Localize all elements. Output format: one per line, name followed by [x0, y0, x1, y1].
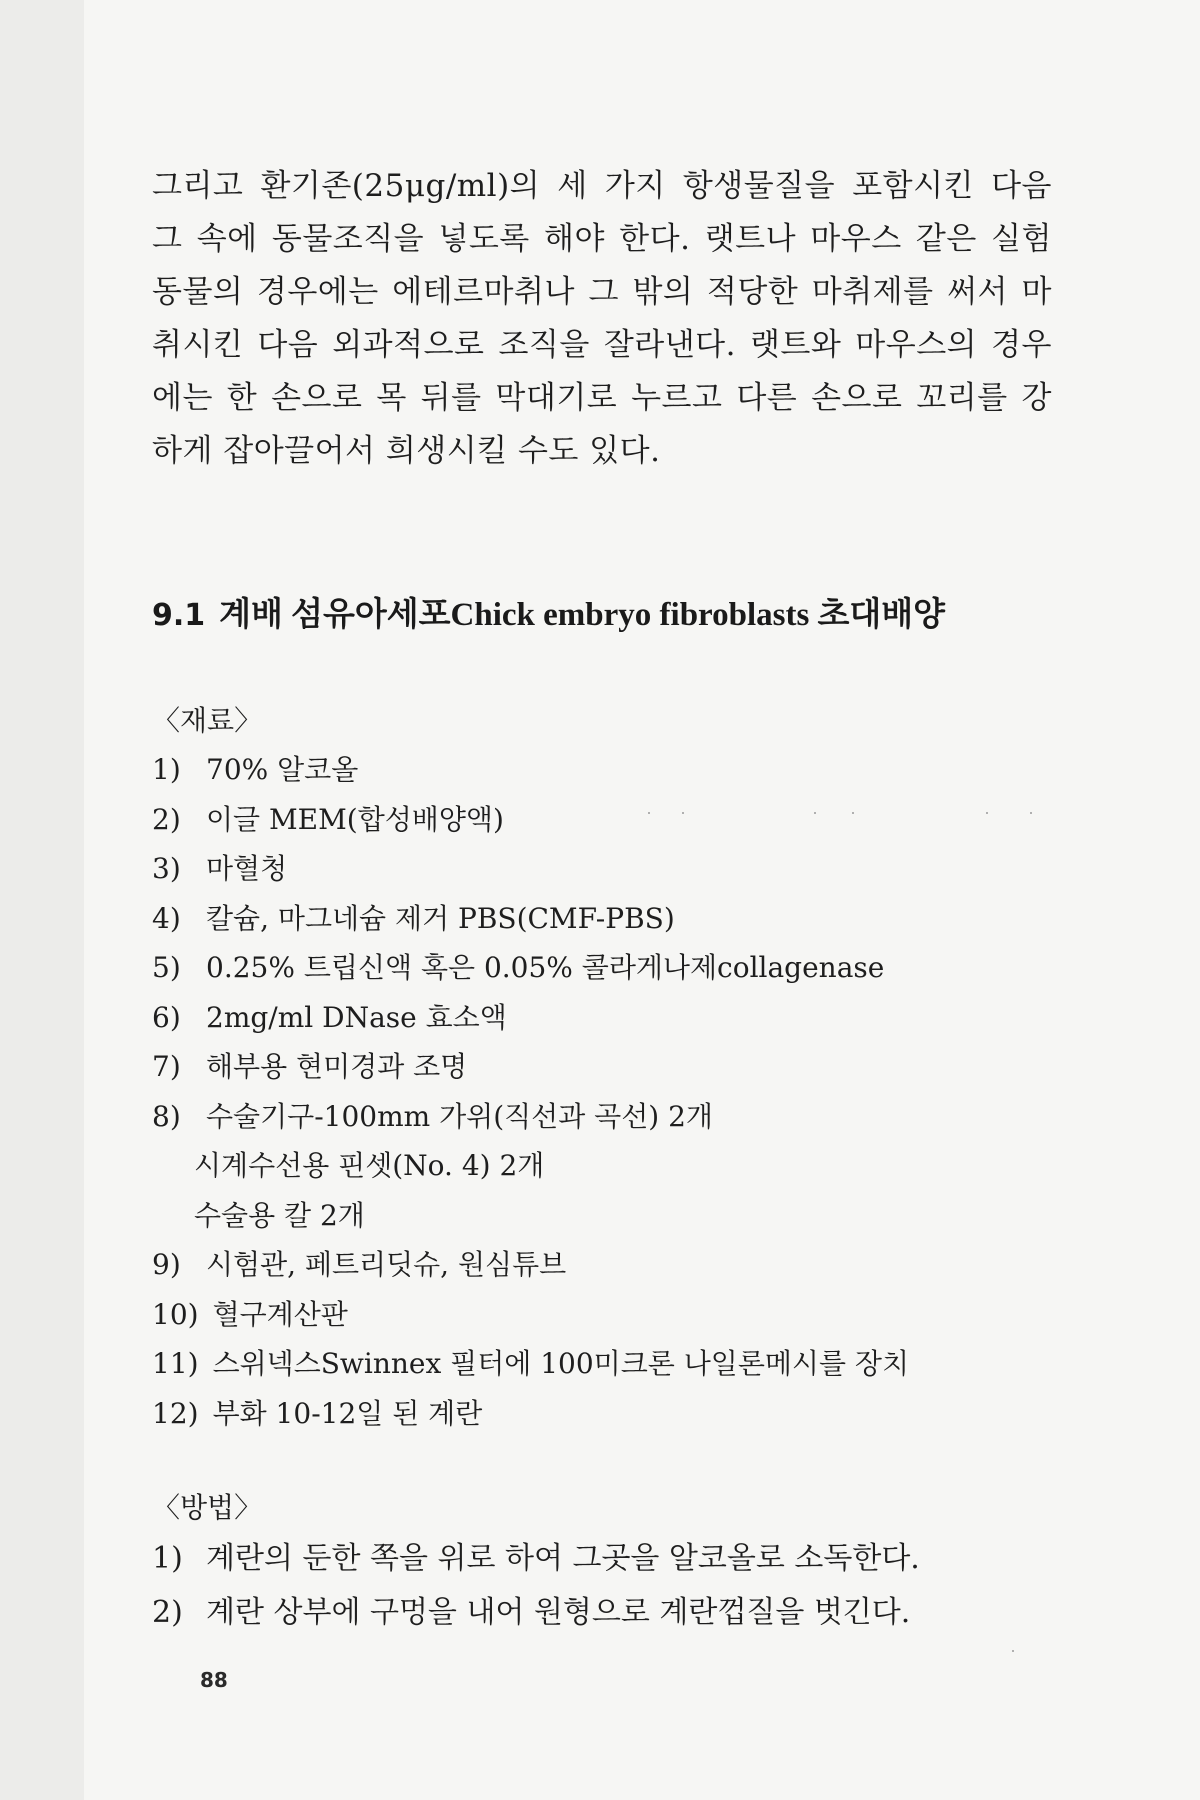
list-item [152, 1339, 1052, 1389]
item-number: 1) [152, 753, 181, 786]
item-text: 스위넥스Swinnex 필터에 100미크론 나일론메시를 장치 [212, 1347, 910, 1380]
item-number: 5) [152, 951, 181, 984]
intro-line: 그 속에 동물조직을 넣도록 해야 한다. 랫트나 마우스 같은 실험 [152, 221, 1052, 257]
list-item [152, 795, 1052, 845]
item-text: 0.25% 트립신액 혹은 0.05% 콜라게나제collagenase [206, 951, 885, 984]
intro-line: 에는 한 손으로 목 뒤를 막대기로 누르고 다른 손으로 꼬리를 강 [152, 380, 1052, 416]
list-item [152, 993, 1052, 1043]
page-number: 88 [200, 1668, 228, 1692]
item-text: 계란의 둔한 쪽을 위로 하여 그곳을 알코올로 소독한다. [206, 1541, 920, 1576]
list-item [152, 943, 1052, 993]
list-item [152, 1586, 1052, 1640]
item-text: 2mg/ml DNase 효소액 [206, 1000, 507, 1034]
print-speck [852, 812, 854, 814]
item-number: 1) [152, 1541, 183, 1576]
intro-line: 그리고 환기존(25μg/ml)의 세 가지 항생물질을 포함시킨 다음 [152, 168, 1052, 204]
print-speck [1030, 812, 1032, 814]
intro-paragraph [152, 160, 1052, 478]
item-text: 시험관, 페트리딧슈, 원심튜브 [206, 1248, 567, 1281]
item-number: 2) [152, 802, 181, 836]
list-item-continuation [152, 1191, 1052, 1241]
item-text: 70% 알코올 [206, 753, 359, 786]
item-text: 수술기구-100mm 가위(직선과 곡선) 2개 [206, 1099, 713, 1133]
item-number: 4) [152, 901, 181, 935]
print-speck [814, 812, 816, 814]
item-number: 7) [152, 1050, 181, 1083]
print-speck [648, 812, 650, 814]
list-item [152, 1389, 1052, 1439]
item-text: 칼슘, 마그네슘 제거 PBS(CMF-PBS) [206, 901, 675, 935]
item-number: 8) [152, 1099, 181, 1133]
list-item-continuation [152, 1141, 1052, 1191]
item-number: 6) [152, 1000, 181, 1034]
item-text: 수술용 칼 2개 [194, 1198, 365, 1232]
item-number: 9) [152, 1248, 181, 1281]
print-speck [986, 812, 988, 814]
item-text: 부화 10-12일 된 계란 [212, 1396, 483, 1430]
intro-line: 취시킨 다음 외과적으로 조직을 잘라낸다. 랫트와 마우스의 경우 [152, 327, 1052, 363]
item-number: 2) [152, 1595, 183, 1630]
intro-line: 동물의 경우에는 에테르마취나 그 밖의 적당한 마취제를 써서 마 [152, 274, 1052, 310]
list-item [152, 1532, 1052, 1586]
item-text: 마혈청 [206, 852, 288, 885]
list-item [152, 1042, 1052, 1092]
method-list [152, 1532, 1052, 1640]
item-text: 계란 상부에 구멍을 내어 원형으로 계란껍질을 벗긴다. [206, 1595, 911, 1630]
item-number: 3) [152, 852, 181, 885]
list-item [152, 1290, 1052, 1340]
materials-heading: 〈재료〉 [152, 704, 263, 737]
item-text: 시계수선용 핀셋(No. 4) 2개 [194, 1149, 545, 1182]
item-text: 이글 MEM(합성배양액) [206, 802, 504, 836]
intro-line: 하게 잡아끌어서 희생시킬 수도 있다. [152, 433, 661, 469]
list-item [152, 745, 1052, 795]
method-heading: 〈방법〉 [152, 1491, 263, 1524]
item-number: 12) [152, 1396, 199, 1430]
list-item [152, 894, 1052, 944]
list-item [152, 844, 1052, 894]
list-item [152, 1240, 1052, 1290]
list-item [152, 1092, 1052, 1142]
section-title: 계배 섬유아세포Chick embryo fibroblasts 초대배양 [219, 597, 946, 633]
item-text: 혈구계산판 [212, 1297, 348, 1331]
item-number: 10) [152, 1297, 199, 1331]
print-speck [1012, 1650, 1014, 1652]
item-text: 해부용 현미경과 조명 [206, 1050, 468, 1083]
materials-list [152, 745, 1052, 1438]
section-number: 9.1 [152, 598, 206, 633]
section-heading [152, 590, 1052, 641]
item-number: 11) [152, 1347, 199, 1380]
print-speck [682, 812, 684, 814]
page-content [152, 160, 1052, 1640]
